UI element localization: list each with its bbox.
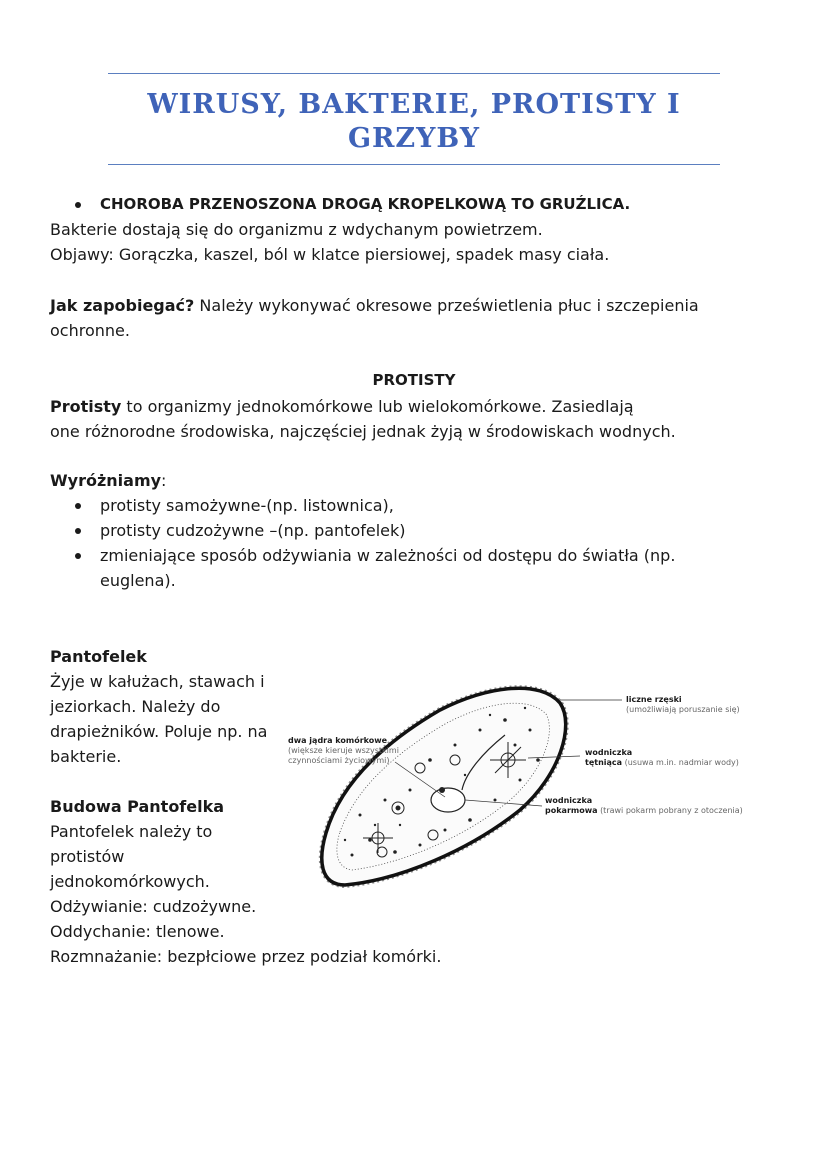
distinguish-label: Wyróżniamy <box>50 471 162 490</box>
label-cilia <box>626 695 740 715</box>
label-nuclei <box>288 736 399 766</box>
pantofelek-line: jeziorkach. Należy do <box>50 697 221 716</box>
label-desc: (usuwa m.in. nadmiar wody) <box>624 758 739 767</box>
structure-line: Rozmnażanie: bezpłciowe przez podział komórki. <box>50 947 442 966</box>
label-title: liczne rzęski <box>626 695 682 704</box>
label-contractile <box>585 748 739 768</box>
label-desc: (większe kieruje wszystkimi <box>288 746 399 755</box>
tb-heading: CHOROBA PRZENOSZONA DROGĄ KROPELKOWĄ TO GRUŹLICA. <box>100 195 631 213</box>
distinguish-colon: : <box>161 471 167 490</box>
label-desc: czynnościami życiowymi) <box>288 756 390 765</box>
title-line-1: WIRUSY, BAKTERIE, PROTISTY I <box>147 89 681 120</box>
micronucleus <box>439 787 445 793</box>
pantofelek-heading: Pantofelek <box>50 647 147 666</box>
structure-heading: Budowa Pantofelka <box>50 797 225 816</box>
protists-def-text: to organizmy jednokomórkowe lub wielokomórkowe. Zasiedlają <box>121 397 634 416</box>
structure-line: jednokomórkowych. <box>50 872 210 891</box>
pantofelek-line: bakterie. <box>50 747 122 766</box>
cell-membrane <box>322 688 566 885</box>
pantofelek-line: Żyje w kałużach, stawach i <box>50 672 265 691</box>
structure-line: Pantofelek należy to <box>50 822 213 841</box>
tb-line-1: Bakterie dostają się do organizmu z wdychanym powietrzem. <box>50 220 543 239</box>
label-title: tętniąca <box>585 758 623 767</box>
structure-line: protistów <box>50 847 125 866</box>
prevent-label: Jak zapobiegać? <box>50 296 195 315</box>
label-food <box>545 796 743 816</box>
list-item: protisty samożywne-(np. listownica), <box>100 496 394 515</box>
label-title: wodniczka <box>545 796 593 805</box>
protists-def-label: Protisty <box>50 397 122 416</box>
protists-definition-2: one różnorodne środowiska, najczęściej jednak żyją w środowiskach wodnych. <box>50 422 676 441</box>
list-item: protisty cudzożywne –(np. pantofelek) <box>100 521 406 540</box>
pantofelek-line: drapieżników. Poluje np. na <box>50 722 268 741</box>
protists-heading: PROTISTY <box>372 371 456 389</box>
structure-line: Odżywianie: cudzożywne. <box>50 897 257 916</box>
prevent-text: Należy wykonywać okresowe prześwietlenia płuc i szczepienia <box>194 296 699 315</box>
macronucleus <box>431 788 465 812</box>
structure-line: Oddychanie: tlenowe. <box>50 922 225 941</box>
label-title: dwa jądra komórkowe <box>288 736 388 745</box>
tb-prevention-2: ochronne. <box>50 321 130 340</box>
list-item: zmieniające sposób odżywiania w zależności od dostępu do światła (np. <box>100 546 676 565</box>
list-item-continuation: euglena). <box>100 571 176 590</box>
tb-line-2: Objawy: Gorączka, kaszel, ból w klatce piersiowej, spadek masy ciała. <box>50 245 610 264</box>
label-title: pokarmowa <box>545 806 598 815</box>
title-line-2: GRZYBY <box>347 123 481 154</box>
label-desc: (umożliwiają poruszanie się) <box>626 705 740 714</box>
label-title: wodniczka <box>585 748 633 757</box>
label-desc: (trawi pokarm pobrany z otoczenia) <box>600 806 743 815</box>
